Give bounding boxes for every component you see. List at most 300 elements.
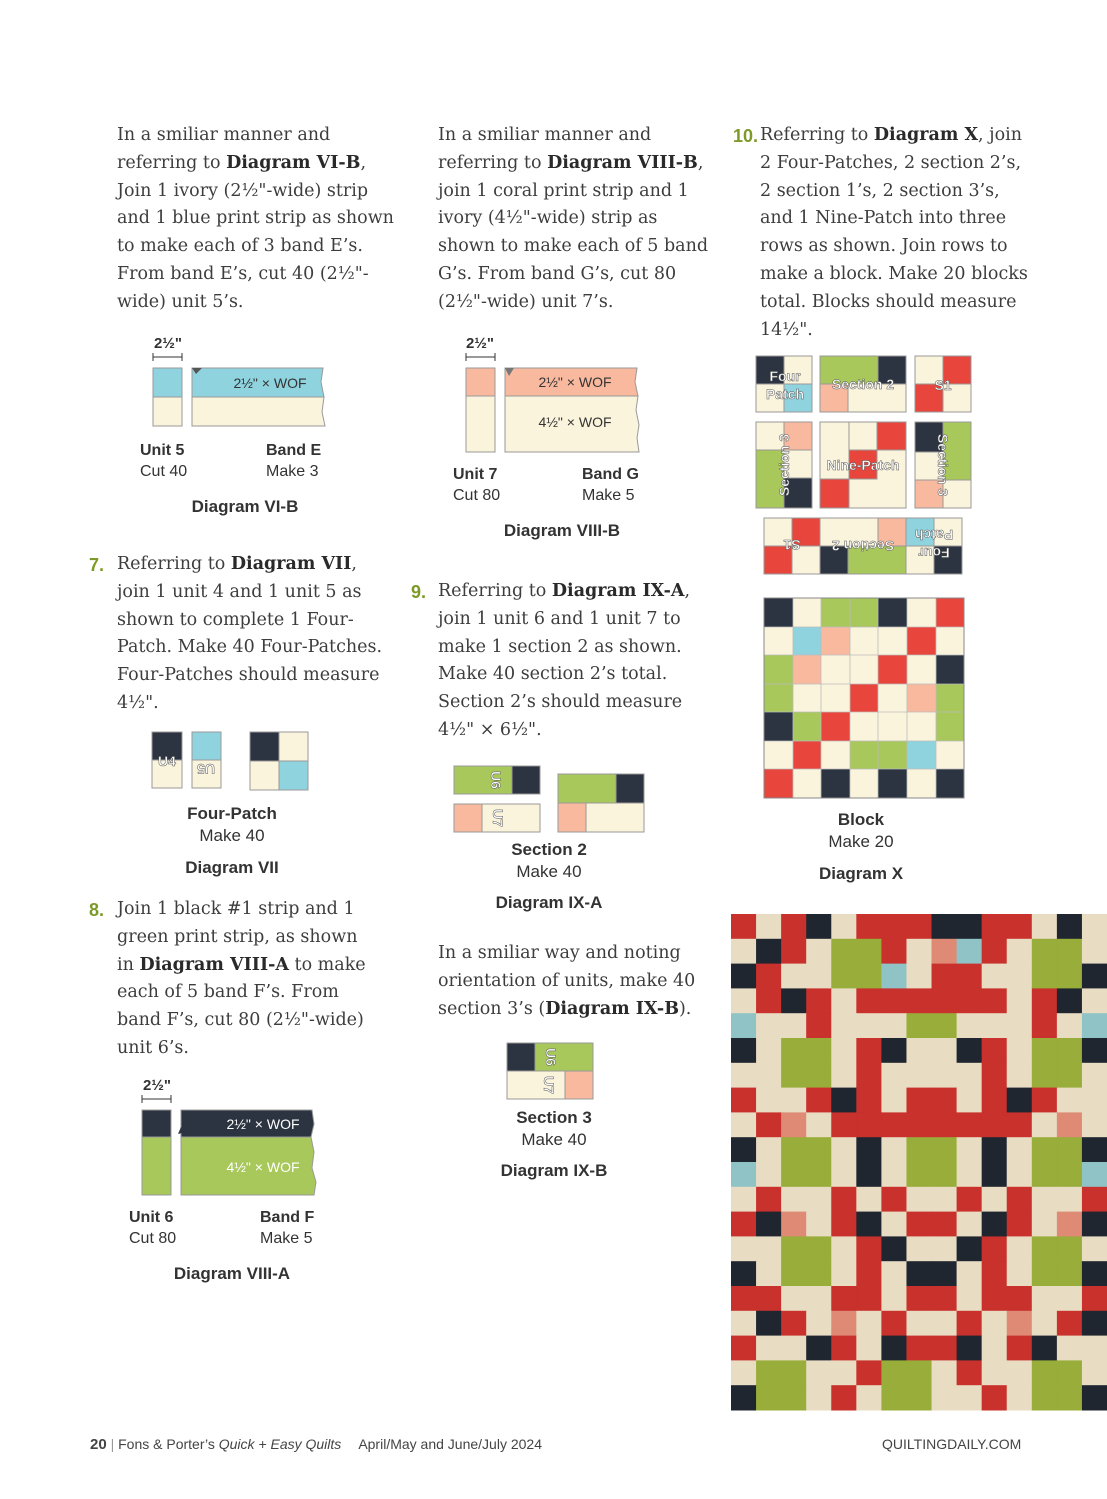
quilt-patch (881, 1236, 907, 1261)
quilt-patch (1057, 1112, 1083, 1137)
quilt-patch (1032, 1013, 1058, 1038)
quilt-patch (957, 1212, 983, 1237)
quilt-patch (1082, 1212, 1107, 1237)
strip1-label: 2½" × WOF (538, 374, 612, 390)
diagram-ix-b-title: Diagram IX-B (500, 1161, 608, 1180)
quilt-patch (881, 1261, 907, 1286)
quilt-patch (856, 1286, 882, 1311)
quilt-patch (806, 1187, 832, 1212)
quilt-patch (881, 1311, 907, 1336)
col2-intro-paragraph: In a smiliar manner and referring to Diagram VIII-B, join 1 coral print strip and 1 ivory (4½"-wide) strip as shown to make each of 5 band G’s. From band G’s, cut 80 (2½"-wide) unit 7’s. (438, 125, 709, 312)
s1-label-bottom: S1 (783, 537, 801, 553)
quilt-patch (781, 1187, 807, 1212)
quilt-patch (982, 1137, 1008, 1162)
quilt-patch (806, 1311, 832, 1336)
quilt-patch (957, 1038, 983, 1063)
quilt-patch (881, 964, 907, 989)
quilt-patch (982, 1187, 1008, 1212)
quilt-patch (957, 1137, 983, 1162)
quilt-patch (1007, 1013, 1033, 1038)
section3-label-right: Section 3 (935, 433, 951, 497)
quilt-patch (1057, 1088, 1083, 1113)
quilt-patch (1032, 1336, 1058, 1361)
quilt-patch (806, 1013, 832, 1038)
quilt-patch (1082, 939, 1107, 964)
quilt-patch (756, 939, 782, 964)
quilt-patch (756, 1088, 782, 1113)
quilt-patch (1082, 1088, 1107, 1113)
section3-caption: Section 3 Make 40 (516, 1108, 592, 1149)
quilt-patch (982, 1038, 1008, 1063)
quilt-patch (781, 1360, 807, 1385)
quilt-patch (831, 1013, 857, 1038)
quilt-patch (1032, 1236, 1058, 1261)
strip1-label: 2½" × WOF (226, 1116, 300, 1132)
diagram-vii-title: Diagram VII (185, 858, 279, 877)
quilt-patch (1007, 1236, 1033, 1261)
quilt-patch (1007, 1336, 1033, 1361)
quilt-patch (957, 1261, 983, 1286)
quilt-patch (756, 1286, 782, 1311)
quilt-patch (881, 1112, 907, 1137)
quilt-patch (856, 1187, 882, 1212)
s1-label: S1 (934, 377, 952, 393)
quilt-patch (756, 1013, 782, 1038)
quilt-patch (1082, 1137, 1107, 1162)
quilt-patch (881, 1212, 907, 1237)
diagram-viii-a-figure (138, 1072, 338, 1197)
diagram-vii-figure (150, 729, 320, 793)
quilt-patch (881, 1385, 907, 1410)
section2-caption: Section 2 Make 40 (511, 840, 587, 881)
quilt-patch (756, 964, 782, 989)
quilt-patch (932, 964, 958, 989)
quilt-patch (1082, 1038, 1107, 1063)
patch-label-bottom: Patch (914, 527, 954, 543)
quilt-patch (1032, 1088, 1058, 1113)
quilt-patch (831, 1261, 857, 1286)
quilt-patch (957, 1162, 983, 1187)
quilt-patch (781, 1286, 807, 1311)
step10-paragraph: Referring to Diagram X, join 2 Four-Patches, 2 section 2’s, 2 section 1’s, 2 section 3’s, and 1 Nine-Patch into three rows as shown. Join rows to make a block. Make 20 blocks total. Blocks should measure 14½". (760, 125, 1028, 340)
quilt-patch (1007, 1063, 1033, 1088)
quilt-patch (856, 1137, 882, 1162)
quilt-patch (982, 1336, 1008, 1361)
quilt-patch (1007, 1088, 1033, 1113)
quilt-patch (932, 1336, 958, 1361)
quilt-patch (932, 1311, 958, 1336)
quilt-patch (831, 1187, 857, 1212)
quilt-patch (906, 1112, 932, 1137)
u6-label: U6 (488, 771, 504, 789)
quilt-patch (1057, 914, 1083, 939)
quilt-patch (806, 914, 832, 939)
quilt-patch (1007, 1385, 1033, 1410)
quilt-patch (1007, 914, 1033, 939)
quilt-patch (731, 1360, 757, 1385)
quilt-patch (856, 1311, 882, 1336)
step10-number: 10. (733, 126, 759, 146)
quilt-patch (957, 1236, 983, 1261)
quilt-patch (1032, 1360, 1058, 1385)
quilt-patch (731, 988, 757, 1013)
quilt-patch (806, 1162, 832, 1187)
quilt-patch (806, 964, 832, 989)
quilt-patch (982, 1385, 1008, 1410)
quilt-patch (1057, 1336, 1083, 1361)
quilt-patch (1007, 1286, 1033, 1311)
quilt-patch (1082, 1336, 1107, 1361)
quilt-patch (906, 1088, 932, 1113)
quilt-patch (906, 939, 932, 964)
quilt-patch (906, 1311, 932, 1336)
quilt-patch (1057, 1063, 1083, 1088)
quilt-patch (731, 1063, 757, 1088)
quilt-patch (756, 1360, 782, 1385)
strip-label: 2½" × WOF (233, 375, 307, 391)
quilt-patch (1057, 1236, 1083, 1261)
quilt-patch (831, 1088, 857, 1113)
quilt-patch (756, 914, 782, 939)
diagram-x-exploded (754, 354, 979, 579)
quilt-patch (906, 1236, 932, 1261)
quilt-patch (957, 1013, 983, 1038)
four-patch-caption: Four-Patch Make 40 (187, 804, 277, 845)
quilt-patch (1057, 1137, 1083, 1162)
quilt-patch (731, 1137, 757, 1162)
quilt-patch (831, 1286, 857, 1311)
quilt-patch (957, 988, 983, 1013)
quilt-patch (856, 988, 882, 1013)
issue-date: April/May and June/July 2024 (358, 1436, 542, 1452)
quilt-patch (1057, 1038, 1083, 1063)
quilt-patch (781, 939, 807, 964)
quilt-patch (856, 1038, 882, 1063)
quilt-patch (982, 1088, 1008, 1113)
quilt-patch (906, 1162, 932, 1187)
quilt-patch (982, 939, 1008, 964)
quilt-patch (932, 939, 958, 964)
quilt-patch (731, 939, 757, 964)
quilt-patch (957, 1286, 983, 1311)
quilt-patch (781, 988, 807, 1013)
quilt-patch (781, 1311, 807, 1336)
quilt-patch (731, 1088, 757, 1113)
quilt-patch (806, 1137, 832, 1162)
quilt-patch (932, 914, 958, 939)
quilt-patch (957, 1063, 983, 1088)
quilt-patch (1007, 1162, 1033, 1187)
quilt-patch (957, 914, 983, 939)
quilt-patch (1032, 1137, 1058, 1162)
quilt-patch (881, 914, 907, 939)
ninepatch-label: Nine-Patch (826, 457, 900, 473)
quilt-patch (831, 1385, 857, 1410)
quilt-patch (806, 1360, 832, 1385)
quilt-patch (856, 1360, 882, 1385)
quilt-patch (731, 914, 757, 939)
unit7-label: Unit 7 Cut 80 (453, 466, 501, 504)
quilt-patch (881, 939, 907, 964)
quilt-patch (781, 1385, 807, 1410)
step8-number: 8. (89, 900, 105, 920)
quilt-patch (932, 1137, 958, 1162)
quilt-patch (806, 939, 832, 964)
quilt-patch (831, 1063, 857, 1088)
quilt-patch (781, 1013, 807, 1038)
quilt-patch (781, 1212, 807, 1237)
quilt-patch (756, 1385, 782, 1410)
quilt-patch (932, 988, 958, 1013)
step8-paragraph: Join 1 black #1 strip and 1 green print strip, as shown in Diagram VIII-A to make each of 5 band F’s. From band F’s, cut 80 (2½"-wide) unit 6’s. (117, 899, 366, 1058)
quilt-patch (1007, 1187, 1033, 1212)
quilt-patch (906, 1360, 932, 1385)
quilt-patch (731, 1385, 757, 1410)
quilt-patch (831, 1336, 857, 1361)
quilt-patch (1082, 914, 1107, 939)
quilt-patch (781, 914, 807, 939)
quilt-patch (1082, 1063, 1107, 1088)
quilt-patch (731, 1112, 757, 1137)
quilt-patch (1057, 1162, 1083, 1187)
quilt-patch (906, 1187, 932, 1212)
quilt-patch (1057, 964, 1083, 989)
dim-label: 2½" (466, 335, 494, 352)
quilt-patch (1082, 964, 1107, 989)
quilt-patch (982, 1261, 1008, 1286)
quilt-patch (932, 1063, 958, 1088)
quilt-patch (856, 1088, 882, 1113)
quilt-patch (831, 988, 857, 1013)
quilt-patch (881, 1336, 907, 1361)
quilt-patch (781, 1236, 807, 1261)
quilt-patch (881, 988, 907, 1013)
quilt-patch (806, 1286, 832, 1311)
quilt-patch (881, 1137, 907, 1162)
quilt-patch (806, 1088, 832, 1113)
quilt-patch (756, 1137, 782, 1162)
quilt-patch (906, 1336, 932, 1361)
quilt-patch (1082, 1112, 1107, 1137)
quilt-patch (856, 1261, 882, 1286)
quilt-patch (856, 1162, 882, 1187)
quilt-patch (957, 1336, 983, 1361)
quilt-patch (731, 1187, 757, 1212)
quilt-patch (982, 1112, 1008, 1137)
quilt-patch (932, 1187, 958, 1212)
quilt-patch (982, 1063, 1008, 1088)
quilt-patch (1082, 1236, 1107, 1261)
quilt-patch (932, 1286, 958, 1311)
quilt-patch (831, 939, 857, 964)
footer: 20 | Fons & Porter’s Quick + Easy Quilts April/May and June/July 2024 (90, 1436, 542, 1453)
quilt-patch (982, 1013, 1008, 1038)
quilt-patch (831, 1360, 857, 1385)
quilt-patch (1007, 1038, 1033, 1063)
quilt-patch (856, 964, 882, 989)
quilt-patch (957, 1187, 983, 1212)
quilt-patch (1007, 1360, 1033, 1385)
quilt-patch (1032, 1212, 1058, 1237)
quilt-patch (1007, 1112, 1033, 1137)
quilt-patch (1007, 1212, 1033, 1237)
quilt-patch (1057, 1385, 1083, 1410)
quilt-patch (781, 1088, 807, 1113)
quilt-patch (756, 1336, 782, 1361)
quilt-patch (731, 1286, 757, 1311)
quilt-patch (982, 964, 1008, 989)
quilt-patch (906, 1013, 932, 1038)
strip2-label: 4½" × WOF (538, 414, 612, 430)
quilt-patch (781, 1112, 807, 1137)
quilt-patch (1082, 1013, 1107, 1038)
quilt-patch (1082, 1261, 1107, 1286)
quilt-patch (1032, 914, 1058, 939)
quilt-patch (881, 1162, 907, 1187)
quilt-patch (906, 988, 932, 1013)
quilt-patch (831, 1038, 857, 1063)
quilt-patch (932, 1360, 958, 1385)
quilt-patch (932, 1013, 958, 1038)
quilt-patch (982, 1311, 1008, 1336)
quilt-patch (906, 1286, 932, 1311)
quilt-patch (856, 1336, 882, 1361)
quilt-patch (831, 1212, 857, 1237)
unit5-label: Unit 5 Cut 40 (140, 442, 188, 480)
quilt-patch (906, 1038, 932, 1063)
diagram-ix-b-figure (505, 1041, 605, 1103)
quilt-patch (756, 1212, 782, 1237)
quilt-patch (1032, 964, 1058, 989)
quilt-patch (806, 1212, 832, 1237)
u7-label: U7 (490, 809, 506, 827)
quilt-patch (831, 1137, 857, 1162)
quilt-patch (982, 1236, 1008, 1261)
section3-paragraph: In a smiliar way and noting orientation of units, make 40 section 3’s (Diagram IX-B). (438, 943, 696, 1019)
quilt-patch (1007, 939, 1033, 964)
quilt-patch (957, 1311, 983, 1336)
quilt-patch (731, 1236, 757, 1261)
quilt-patch (906, 1137, 932, 1162)
quilt-patch (731, 1311, 757, 1336)
quilt-patch (1007, 988, 1033, 1013)
quilt-photo (731, 914, 1107, 1410)
quilt-patch (831, 1162, 857, 1187)
band-f-label: Band F Make 5 (260, 1209, 315, 1247)
quilt-patch (731, 1162, 757, 1187)
quilt-patch (932, 1162, 958, 1187)
section3-label-left: Section 3 (776, 433, 792, 497)
quilt-patch (856, 1236, 882, 1261)
diagram-x-block (763, 597, 968, 802)
quilt-patch (932, 1212, 958, 1237)
quilt-patch (781, 1261, 807, 1286)
quilt-patch (982, 1212, 1008, 1237)
quilt-patch (856, 1385, 882, 1410)
quilt-patch (806, 1336, 832, 1361)
section2-label-bottom: Section 2 (831, 538, 895, 554)
quilt-patch (756, 1112, 782, 1137)
quilt-patch (1057, 1360, 1083, 1385)
quilt-patch (982, 1286, 1008, 1311)
quilt-patch (731, 1038, 757, 1063)
quilt-patch (1032, 1261, 1058, 1286)
quilt-patch (982, 1162, 1008, 1187)
quilt-patch (932, 1088, 958, 1113)
quilt-patch (781, 1137, 807, 1162)
quilt-patch (731, 1013, 757, 1038)
quilt-patch (831, 1236, 857, 1261)
quilt-patch (856, 1013, 882, 1038)
diagram-x-title: Diagram X (818, 864, 904, 883)
quilt-patch (932, 1038, 958, 1063)
quilt-patch (1032, 1385, 1058, 1410)
quilt-patch (906, 1385, 932, 1410)
quilt-patch (1057, 1187, 1083, 1212)
quilt-patch (781, 964, 807, 989)
quilt-patch (806, 1063, 832, 1088)
quilt-patch (982, 1360, 1008, 1385)
quilt-patch (781, 1063, 807, 1088)
quilt-patch (756, 1236, 782, 1261)
quilt-patch (856, 914, 882, 939)
quilt-patch (806, 1038, 832, 1063)
quilt-patch (806, 1236, 832, 1261)
quilt-patch (1032, 1286, 1058, 1311)
quilt-patch (781, 1162, 807, 1187)
quilt-patch (1082, 1311, 1107, 1336)
quilt-patch (982, 988, 1008, 1013)
quilt-patch (856, 1063, 882, 1088)
quilt-patch (881, 1360, 907, 1385)
four-label: Four (769, 368, 801, 384)
quilt-patch (756, 1063, 782, 1088)
diagram-vi-b-title: Diagram VI-B (191, 497, 299, 516)
quilt-patch (1032, 1063, 1058, 1088)
quilt-patch (881, 1088, 907, 1113)
quilt-patch (831, 914, 857, 939)
diagram-ix-a-figure (452, 764, 652, 834)
quilt-patch (731, 1336, 757, 1361)
quilt-patch (1032, 1038, 1058, 1063)
quilt-patch (856, 1112, 882, 1137)
quilt-patch (1057, 1013, 1083, 1038)
quilt-patch (781, 1038, 807, 1063)
block-caption: Block Make 20 (828, 810, 894, 851)
step9-number: 9. (411, 582, 427, 602)
u5-label: U5 (197, 761, 215, 777)
quilt-patch (932, 1112, 958, 1137)
quilt-patch (1082, 1385, 1107, 1410)
quilt-patch (1032, 1112, 1058, 1137)
quilt-patch (906, 1212, 932, 1237)
quilt-patch (957, 1360, 983, 1385)
quilt-patch (932, 1385, 958, 1410)
quilt-patch (756, 1038, 782, 1063)
quilt-patch (856, 939, 882, 964)
quilt-patch (1007, 1311, 1033, 1336)
quilt-patch (1082, 1286, 1107, 1311)
quilt-patch (1032, 1311, 1058, 1336)
quilt-patch (1032, 939, 1058, 964)
quilt-patch (1082, 1187, 1107, 1212)
diagram-viii-b-figure (460, 330, 660, 455)
quilt-patch (806, 1385, 832, 1410)
quilt-patch (957, 939, 983, 964)
quilt-patch (906, 964, 932, 989)
quilt-patch (1057, 1286, 1083, 1311)
diagram-viii-a-title: Diagram VIII-A (173, 1264, 291, 1283)
